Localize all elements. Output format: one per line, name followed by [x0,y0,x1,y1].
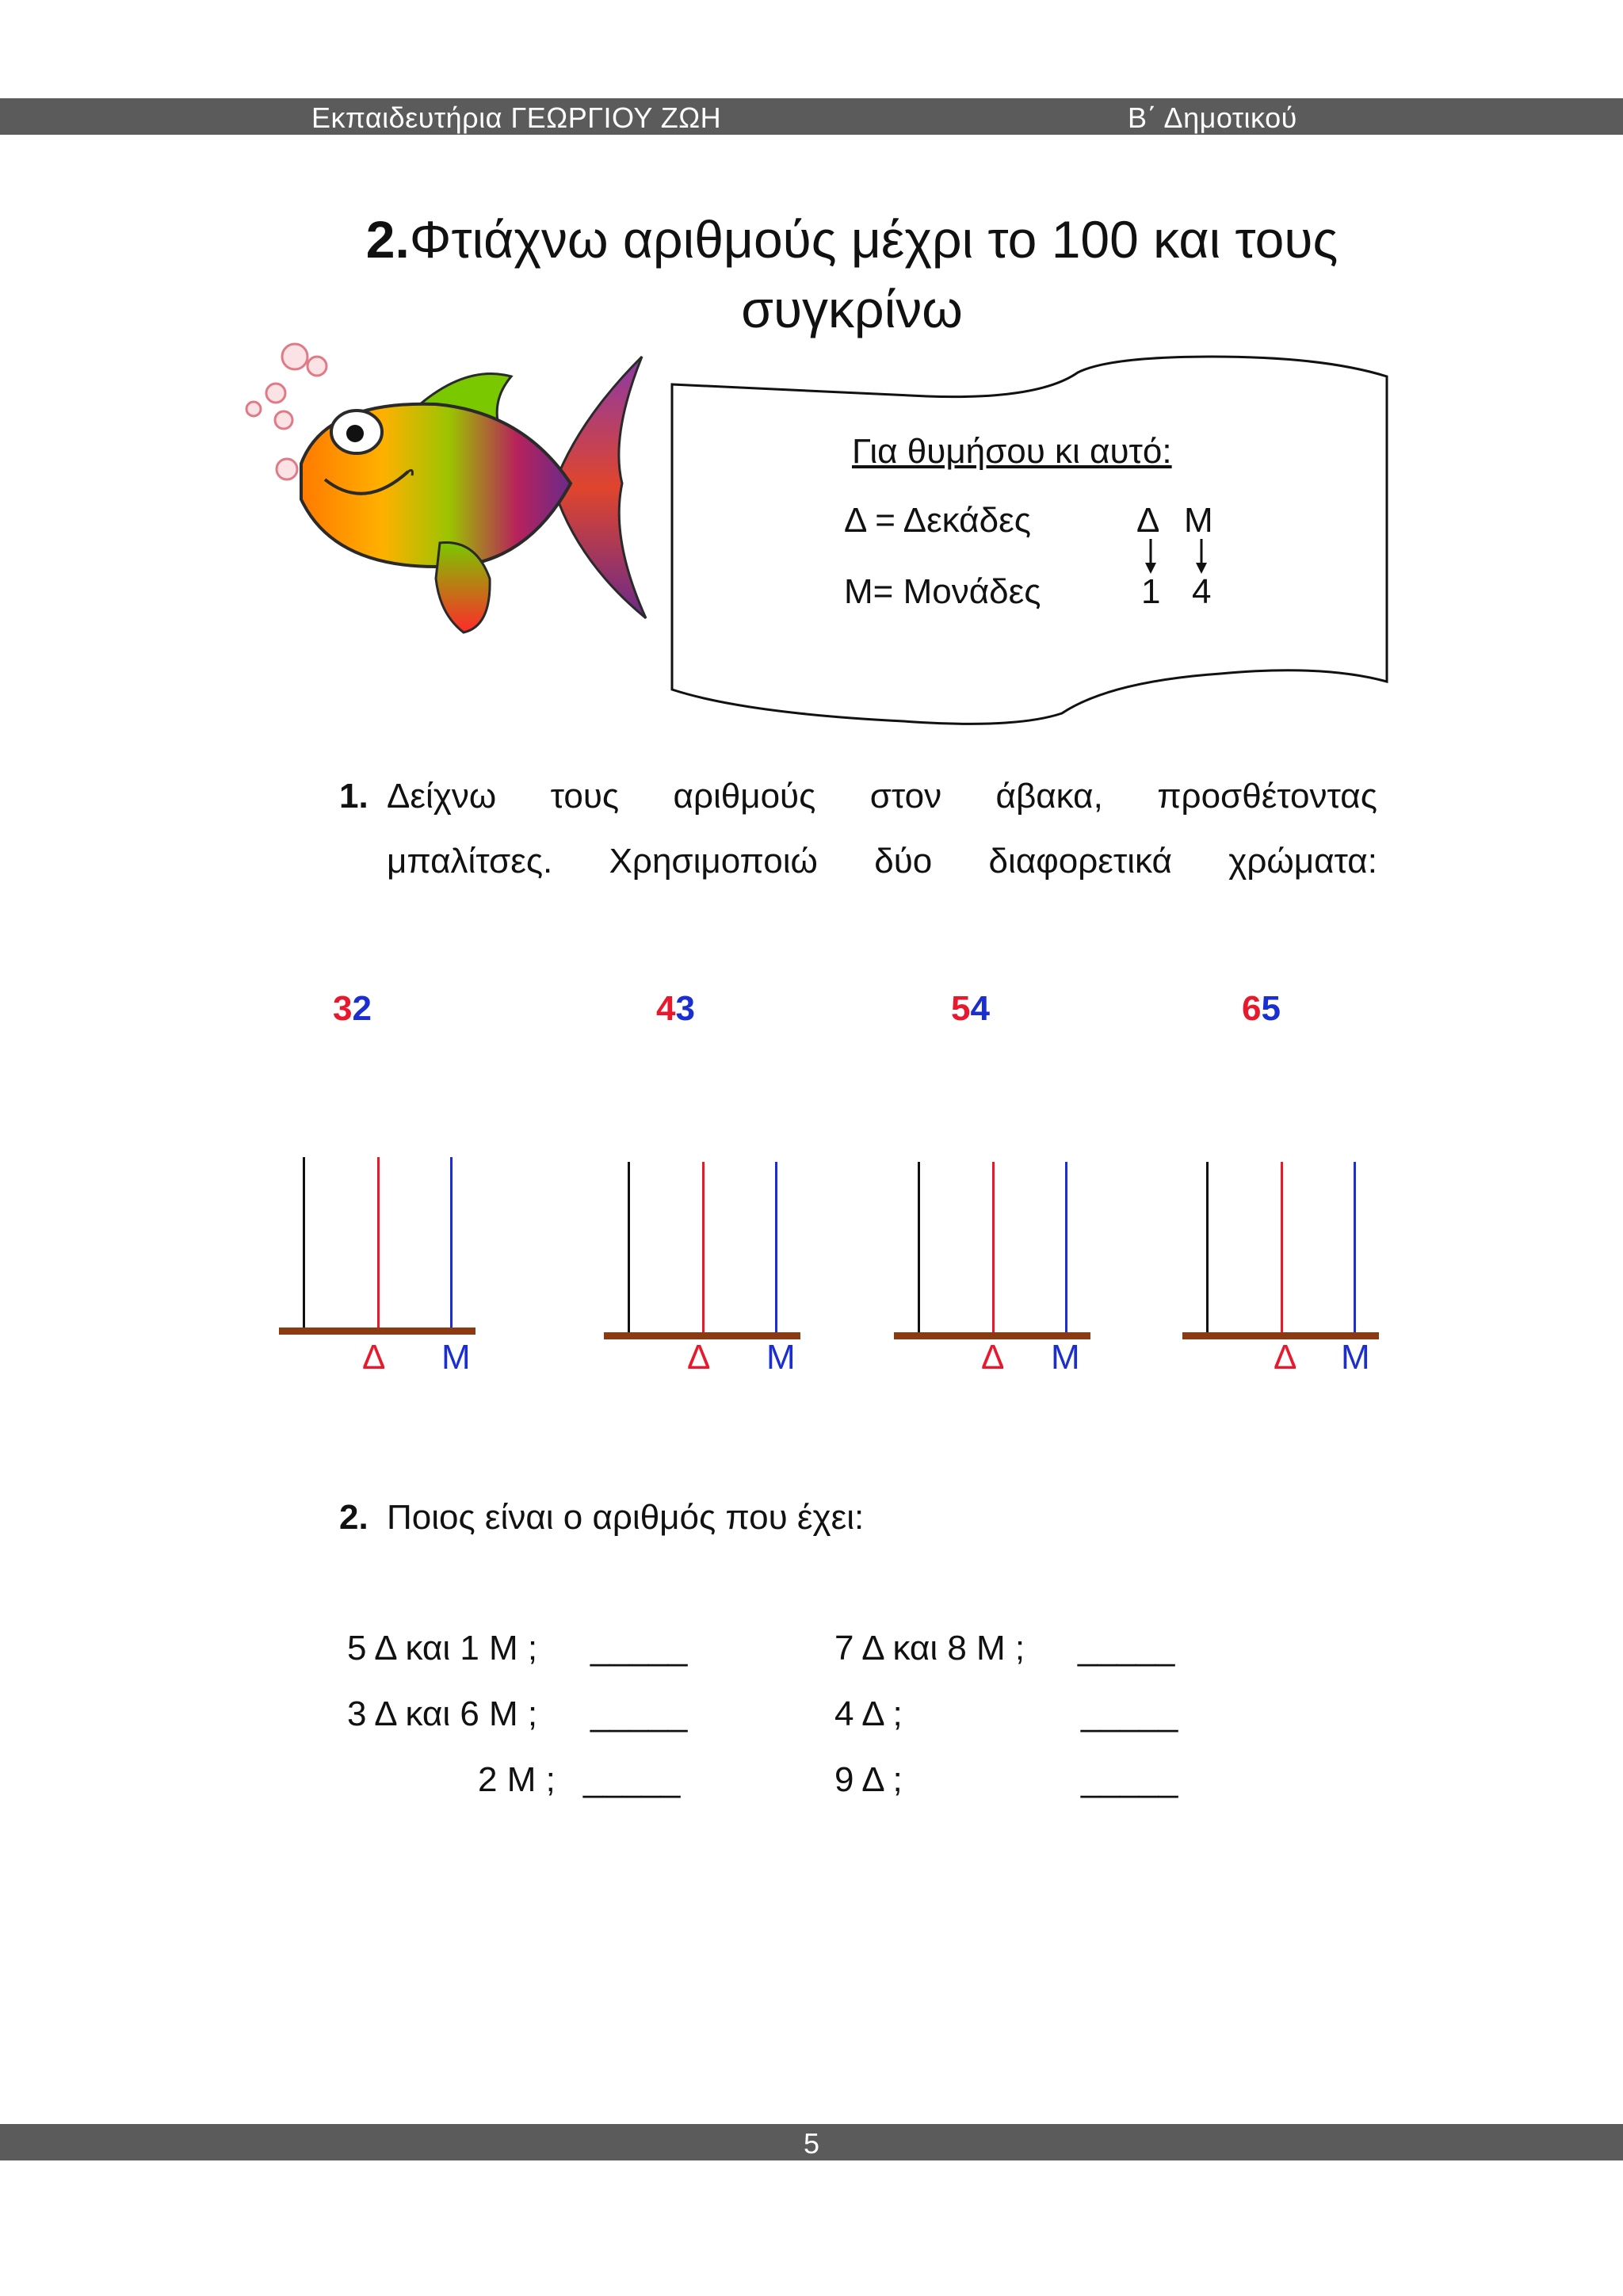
abacus-label-units: Μ [766,1338,796,1377]
tens-digit: 5 [951,989,971,1028]
question-2m: 2 Μ ; [478,1760,556,1799]
abacus-1[interactable] [279,1157,485,1387]
abacus-rod-tens[interactable] [992,1162,995,1335]
abacus-base [279,1328,475,1335]
tens-digit: 3 [333,989,353,1028]
abacus-rod-hundreds [1206,1162,1209,1335]
abacus-label-units: Μ [1051,1338,1080,1377]
reminder-heading: Για θυμήσου κι αυτό: [852,432,1172,471]
abacus-label-tens: Δ [687,1338,711,1377]
exercise-1-line2 [387,842,1377,881]
abacus-rod-tens[interactable] [702,1162,705,1335]
page-number: 5 [803,2127,820,2160]
header-school-name: Εκπαιδευτήρια ΓΕΩΡΓΙΟΥ ΖΩΗ [311,101,722,134]
answer-blank[interactable]: _____ [590,1629,688,1668]
word: δύο [874,842,933,881]
word: προσθέτοντας [1157,777,1377,816]
abacus-label-tens: Δ [1274,1338,1297,1377]
abacus-rod-hundreds [918,1162,920,1335]
tens-digit: 4 [656,989,676,1028]
word: αριθμούς [673,777,816,816]
word: χρώματα: [1228,842,1377,881]
abacus-rod-units[interactable] [1065,1162,1067,1335]
title-line2: συγκρίνω [741,280,963,338]
abacus-label-units: Μ [441,1338,471,1377]
word: διαφορετικά [988,842,1172,881]
answer-blank[interactable]: _____ [583,1760,681,1799]
abacus-rod-tens[interactable] [377,1157,380,1330]
word: μπαλίτσες. [387,842,553,881]
reminder-d-letter: Δ [1136,501,1160,540]
word: άβακα, [995,777,1103,816]
reminder-d-digit: 1 [1141,572,1161,611]
abacus-rod-tens[interactable] [1281,1162,1283,1335]
abacus-number-3 [951,989,990,1029]
abacus-label-units: Μ [1341,1338,1370,1377]
answer-blank[interactable]: _____ [1078,1629,1175,1668]
question-3d-6m: 3 Δ και 6 Μ ; [347,1694,538,1733]
units-digit: 2 [352,989,372,1028]
page-title [238,204,1466,344]
reminder-arrows [1133,537,1220,577]
fish-illustration [238,341,650,650]
abacus-2[interactable] [604,1162,810,1392]
question-9d: 9 Δ ; [834,1760,903,1799]
tens-digit: 6 [1242,989,1262,1028]
abacus-number-4 [1242,989,1281,1029]
abacus-4[interactable] [1182,1162,1388,1392]
abacus-rod-units[interactable] [1354,1162,1356,1335]
abacus-number-1 [333,989,372,1029]
header-grade: Β΄ Δημοτικού [1128,101,1297,134]
abacus-rod-hundreds [303,1157,305,1330]
exercise-2-number: 2. [339,1498,369,1537]
reminder-m-letter: Μ [1184,501,1213,540]
question-7d-8m: 7 Δ και 8 Μ ; [834,1629,1025,1668]
exercise-1-number: 1. [339,777,369,816]
word: στον [869,777,942,816]
reminder-tens-definition: Δ = Δεκάδες [844,501,1031,540]
units-digit: 5 [1261,989,1281,1028]
title-line1: Φτιάχνω αριθμούς μέχρι το 100 και τους [409,210,1338,269]
question-4d: 4 Δ ; [834,1694,903,1733]
abacus-number-2 [656,989,695,1029]
abacus-label-tens: Δ [981,1338,1005,1377]
abacus-rod-units[interactable] [775,1162,777,1335]
word: Δείχνω [387,777,497,816]
header-bar [0,98,1623,135]
title-number: 2. [365,210,410,269]
units-digit: 4 [970,989,990,1028]
exercise-1-line1 [387,777,1377,816]
question-5d-1m: 5 Δ και 1 Μ ; [347,1629,538,1668]
reminder-m-digit: 4 [1192,572,1212,611]
answer-blank[interactable]: _____ [1081,1694,1178,1733]
footer-bar [0,2124,1623,2160]
word: Χρησιμοποιώ [609,842,818,881]
answer-blank[interactable]: _____ [1081,1760,1178,1799]
exercise-2-prompt: Ποιος είναι ο αριθμός που έχει: [387,1498,865,1537]
abacus-3[interactable] [894,1162,1100,1392]
word: τους [550,777,620,816]
abacus-rod-hundreds [628,1162,630,1335]
units-digit: 3 [675,989,695,1028]
answer-blank[interactable]: _____ [590,1694,688,1733]
abacus-label-tens: Δ [362,1338,386,1377]
abacus-rod-units[interactable] [450,1157,453,1330]
reminder-units-definition: Μ= Μονάδες [844,572,1041,611]
